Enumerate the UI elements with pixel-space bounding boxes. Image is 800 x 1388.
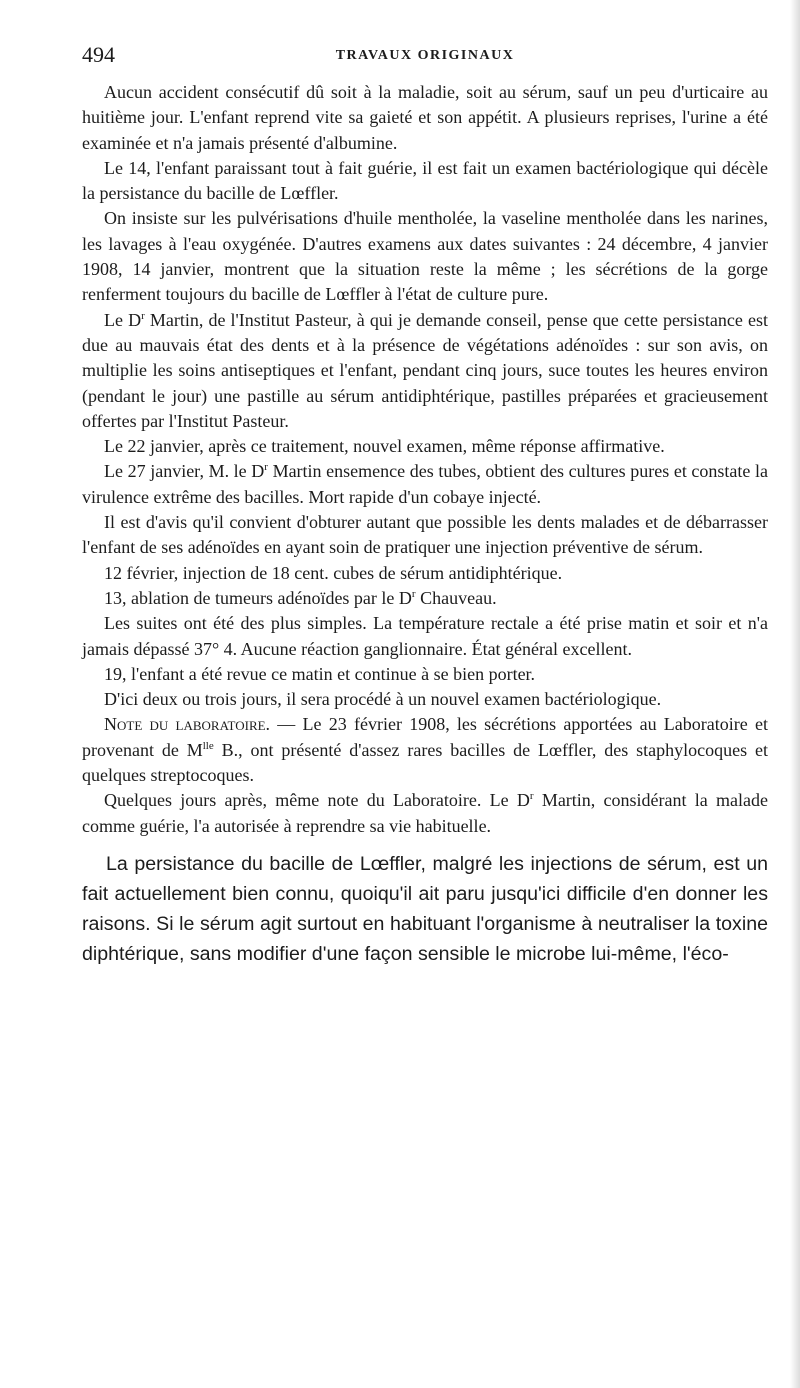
page-header — [82, 40, 768, 80]
paragraph: Le 14, l'enfant paraissant tout à fait guérie, il est fait un examen bactériologique qui décèle la persistance du bacille de Lœffler. — [82, 157, 768, 204]
lab-note-paragraph: Note du laboratoire. — Le 23 février 1908, les sécrétions apportées au Laboratoire et provenant de $M^{lle}$ B., ont présenté d'assez rares bacilles de Lœffler, des staphylocoques et quelques streptocoques. — [82, 714, 768, 786]
body-text-large — [82, 849, 768, 969]
paragraph: 12 février, injection de 18 cent. cubes de sérum antidiphtérique. — [104, 562, 563, 583]
paragraph: Les suites ont été des plus simples. La température rectale a été prise matin et soir et n'a jamais dépassé 37° 4. Aucune réaction ganglionnaire. État général excellent. — [82, 613, 768, 659]
page-edge-shadow — [790, 0, 800, 1388]
page — [82, 40, 768, 969]
lab-note-heading: Note du laboratoire. — [104, 714, 271, 735]
running-head: TRAVAUX ORIGINAUX — [335, 48, 515, 63]
paragraph: Le 22 janvier, après ce traitement, nouvel examen, même réponse affirmative. — [104, 436, 665, 457]
paragraph: Le $D^r$ Martin, de l'Institut Pasteur, à qui je demande conseil, pense que cette persistance est due au mauvais état des dents et à la présence de végétations adénoïdes : sur son avis, on multiplie les soins antiseptiques et l'enfant, pendant cinq jours, suce toutes les heures environ (pendant le jour) une pastille au sérum antidiphtérique, pastilles préparées et gracieusement offertes par l'Institut Pasteur. — [82, 309, 768, 431]
paragraph: Aucun accident consécutif dû soit à la maladie, soit au sérum, sauf un peu d'urticaire au huitième jour. L'enfant reprend vite sa gaieté et son appétit. A plusieurs reprises, l'urine a été examinée et n'a jamais présenté d'albumine. — [82, 82, 768, 153]
paragraph-large: La persistance du bacille de Lœffler, malgré les injections de sérum, est un fait actuellement bien connu, quoiqu'il ait paru jusqu'ici difficile d'en donner les raisons. Si le sérum agit surtout en habituant l'organisme à neutraliser la toxine diphtérique, sans modifier d'une façon sensible le microbe lui-même, l'éco- — [82, 852, 768, 965]
body-text — [82, 80, 768, 839]
paragraph: On insiste sur les pulvérisations d'huile mentholée, la vaseline mentholée dans les narines, les lavages à l'eau oxygénée. D'autres examens aux dates suivantes : 24 décembre, 4 janvier 1908, 14 janvier, montrent que la situation reste la même ; les sécrétions de la gorge renferment toujours du bacille de Lœffler à l'état de culture pure. — [82, 208, 768, 305]
paragraph: Il est d'avis qu'il convient d'obturer autant que possible les dents malades et de débarrasser l'enfant de ses adénoïdes en ayant soin de pratiquer une injection préventive de sérum. — [82, 512, 768, 558]
page-number: 494 — [82, 42, 115, 67]
paragraph: 13, ablation de tumeurs adénoïdes par le $D^r$ Chauveau. — [104, 587, 497, 608]
paragraph: Quelques jours après, même note du Laboratoire. Le $D^r$ Martin, considérant la malade comme guérie, l'a autorisée à reprendre sa vie habituelle. — [82, 790, 768, 836]
paragraph: D'ici deux ou trois jours, il sera procédé à un nouvel examen bactériologique. — [104, 689, 662, 710]
paragraph: 19, l'enfant a été revue ce matin et continue à se bien porter. — [104, 663, 536, 684]
paragraph: Le 27 janvier, M. le $D^r$ Martin ensemence des tubes, obtient des cultures pures et constate la virulence extrême des bacilles. Mort rapide d'un cobaye injecté. — [82, 461, 768, 507]
